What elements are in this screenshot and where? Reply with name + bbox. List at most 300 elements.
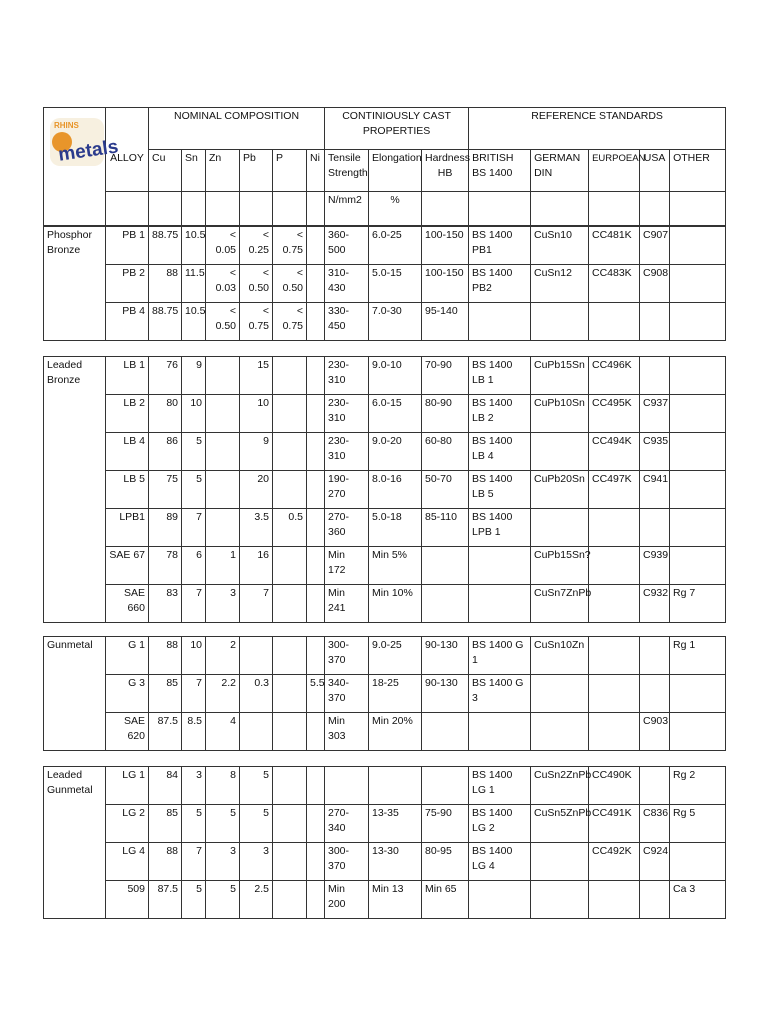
cell-ni — [307, 805, 325, 843]
table-row — [44, 357, 726, 395]
cell-british: BS 1400 LG 4 — [469, 843, 531, 881]
cell-sn: 10 — [182, 637, 206, 675]
cell-cu: 86 — [149, 433, 182, 471]
elongation-unit: % — [369, 192, 422, 226]
cell-alloy: LG 1 — [106, 767, 149, 805]
table-row — [44, 303, 726, 341]
cast-properties-header: CONTINIOUSLY CAST PROPERTIES — [325, 108, 469, 150]
reference-standards-header: REFERENCE STANDARDS — [469, 108, 726, 150]
cell-other — [670, 395, 726, 433]
cell-zn: 8 — [206, 767, 240, 805]
table-row — [44, 547, 726, 585]
table-row — [44, 637, 726, 675]
table-row — [44, 509, 726, 547]
cell-elong: Min 5% — [369, 547, 422, 585]
cell-alloy: LB 4 — [106, 433, 149, 471]
company-logo — [48, 114, 120, 166]
cell-other: Rg 1 — [670, 637, 726, 675]
cell-ni — [307, 303, 325, 341]
cell-european: CC495K — [589, 395, 640, 433]
group-name: Phosphor Bronze — [44, 227, 106, 341]
cell-elong: 8.0-16 — [369, 471, 422, 509]
cell-elong: Min 10% — [369, 585, 422, 623]
cell-zn: 1 — [206, 547, 240, 585]
cell-p: < 0.75 — [273, 227, 307, 265]
cell-alloy: LB 1 — [106, 357, 149, 395]
cell-elong: 9.0-25 — [369, 637, 422, 675]
cell-german: CuSn2ZnPb — [531, 767, 589, 805]
cell-sn: 9 — [182, 357, 206, 395]
col-p: P — [273, 150, 307, 192]
cell-other — [670, 227, 726, 265]
cell-alloy: SAE 620 — [106, 713, 149, 751]
cell-ni: 5.5 — [307, 675, 325, 713]
cell-german — [531, 713, 589, 751]
cell-british: BS 1400 PB1 — [469, 227, 531, 265]
cell-european: CC494K — [589, 433, 640, 471]
table-row — [44, 713, 726, 751]
cell-p — [273, 547, 307, 585]
cell-hard — [422, 767, 469, 805]
table-row — [44, 843, 726, 881]
cell-hard — [422, 547, 469, 585]
cell-alloy: PB 4 — [106, 303, 149, 341]
cell-usa — [640, 637, 670, 675]
cell-other: Rg 5 — [670, 805, 726, 843]
cell-alloy: LG 2 — [106, 805, 149, 843]
cell-sn: 7 — [182, 509, 206, 547]
nominal-composition-header: NOMINAL COMPOSITION — [149, 108, 325, 150]
cell-british: BS 1400 LB 4 — [469, 433, 531, 471]
cell-p — [273, 881, 307, 919]
cell-german — [531, 303, 589, 341]
cell-pb: 7 — [240, 585, 273, 623]
cell-tensile: 190-270 — [325, 471, 369, 509]
cell-ni — [307, 585, 325, 623]
cell-usa: C935 — [640, 433, 670, 471]
cell-zn: < 0.03 — [206, 265, 240, 303]
cell-german: CuSn10 — [531, 227, 589, 265]
cell-hard: 80-95 — [422, 843, 469, 881]
cell-alloy: LB 2 — [106, 395, 149, 433]
table-row — [44, 675, 726, 713]
cell-sn: 5 — [182, 881, 206, 919]
cell-hard — [422, 585, 469, 623]
cell-pb — [240, 713, 273, 751]
cell-hard: 60-80 — [422, 433, 469, 471]
cell-hard: 90-130 — [422, 675, 469, 713]
tensile-unit: N/mm2 — [325, 192, 369, 226]
cell-pb: 3 — [240, 843, 273, 881]
cell-german: CuPb15Sn — [531, 357, 589, 395]
group-name: Leaded Gunmetal — [44, 767, 106, 919]
cell-cu: 88.75 — [149, 303, 182, 341]
cell-european — [589, 881, 640, 919]
cell-british: BS 1400 G 1 — [469, 637, 531, 675]
cell-european: CC481K — [589, 227, 640, 265]
cell-cu: 78 — [149, 547, 182, 585]
cell-sn: 10 — [182, 395, 206, 433]
cell-cu: 88 — [149, 637, 182, 675]
cell-zn — [206, 509, 240, 547]
col-elongation: Elongation — [369, 150, 422, 192]
cell-cu: 83 — [149, 585, 182, 623]
cell-usa: C836 — [640, 805, 670, 843]
cell-pb: 16 — [240, 547, 273, 585]
group-table — [43, 356, 726, 623]
col-sn: Sn — [182, 150, 206, 192]
cell-hard — [422, 713, 469, 751]
table-row — [44, 227, 726, 265]
cell-british: BS 1400 LG 1 — [469, 767, 531, 805]
cell-british — [469, 713, 531, 751]
cell-zn: 3 — [206, 585, 240, 623]
cell-german — [531, 509, 589, 547]
cell-british — [469, 881, 531, 919]
table-row — [44, 767, 726, 805]
cell-usa: C903 — [640, 713, 670, 751]
cell-hard: 100-150 — [422, 227, 469, 265]
cell-usa — [640, 357, 670, 395]
cell-elong: 13-35 — [369, 805, 422, 843]
cell-tensile: Min 200 — [325, 881, 369, 919]
cell-cu: 87.5 — [149, 713, 182, 751]
cell-cu: 88 — [149, 843, 182, 881]
cell-pb: < 0.50 — [240, 265, 273, 303]
cell-european — [589, 675, 640, 713]
cell-ni — [307, 637, 325, 675]
col-alloy: ALLOY — [106, 150, 149, 192]
cell-german: CuPb20Sn — [531, 471, 589, 509]
cell-british — [469, 585, 531, 623]
cell-elong: 5.0-18 — [369, 509, 422, 547]
cell-p — [273, 713, 307, 751]
cell-sn: 10.5 — [182, 303, 206, 341]
cell-usa: C937 — [640, 395, 670, 433]
cell-alloy: LPB1 — [106, 509, 149, 547]
cell-tensile: 300-370 — [325, 843, 369, 881]
cell-german: CuSn5ZnPb — [531, 805, 589, 843]
cell-zn: < 0.50 — [206, 303, 240, 341]
group-name: Leaded Bronze — [44, 357, 106, 623]
table-row — [44, 805, 726, 843]
cell-ni — [307, 881, 325, 919]
cell-p: < 0.50 — [273, 265, 307, 303]
cell-european: CC491K — [589, 805, 640, 843]
cell-other — [670, 713, 726, 751]
cell-british: BS 1400 LB 2 — [469, 395, 531, 433]
cell-cu: 85 — [149, 675, 182, 713]
cell-other — [670, 303, 726, 341]
cell-ni — [307, 509, 325, 547]
cell-sn: 11.5 — [182, 265, 206, 303]
cell-sn: 7 — [182, 585, 206, 623]
cell-other — [670, 509, 726, 547]
cell-ni — [307, 471, 325, 509]
cell-zn — [206, 471, 240, 509]
cell-other — [670, 265, 726, 303]
cell-pb: 3.5 — [240, 509, 273, 547]
col-ni: Ni — [307, 150, 325, 192]
cell-cu: 80 — [149, 395, 182, 433]
cell-ni — [307, 713, 325, 751]
cell-sn: 5 — [182, 805, 206, 843]
cell-sn: 7 — [182, 675, 206, 713]
cell-pb — [240, 637, 273, 675]
col-german: GERMAN DIN — [531, 150, 589, 192]
cell-ni — [307, 767, 325, 805]
cell-alloy: PB 2 — [106, 265, 149, 303]
cell-ni — [307, 843, 325, 881]
cell-european: CC490K — [589, 767, 640, 805]
cell-pb: 15 — [240, 357, 273, 395]
cell-elong: 18-25 — [369, 675, 422, 713]
cell-zn: 2.2 — [206, 675, 240, 713]
group-table — [43, 766, 726, 919]
cell-usa: C939 — [640, 547, 670, 585]
cell-p — [273, 585, 307, 623]
cell-sn: 7 — [182, 843, 206, 881]
cell-sn: 5 — [182, 433, 206, 471]
cell-p — [273, 675, 307, 713]
cell-german — [531, 433, 589, 471]
cell-tensile: 230-310 — [325, 395, 369, 433]
cell-alloy: PB 1 — [106, 227, 149, 265]
cell-p — [273, 843, 307, 881]
cell-ni — [307, 433, 325, 471]
cell-pb: 2.5 — [240, 881, 273, 919]
cell-tensile — [325, 767, 369, 805]
cell-cu: 88 — [149, 265, 182, 303]
cell-british: BS 1400 LB 1 — [469, 357, 531, 395]
cell-german — [531, 881, 589, 919]
cell-elong: Min 20% — [369, 713, 422, 751]
cell-zn: 5 — [206, 881, 240, 919]
cell-european — [589, 713, 640, 751]
cell-elong: 7.0-30 — [369, 303, 422, 341]
cell-usa: C924 — [640, 843, 670, 881]
cell-hard: 50-70 — [422, 471, 469, 509]
col-cu: Cu — [149, 150, 182, 192]
cell-p — [273, 471, 307, 509]
cell-p — [273, 637, 307, 675]
cell-sn: 6 — [182, 547, 206, 585]
cell-cu: 75 — [149, 471, 182, 509]
cell-german: CuSn12 — [531, 265, 589, 303]
cell-zn: 4 — [206, 713, 240, 751]
table-row — [44, 265, 726, 303]
cell-other — [670, 675, 726, 713]
table-row — [44, 395, 726, 433]
cell-cu: 88.75 — [149, 227, 182, 265]
table-row — [44, 881, 726, 919]
cell-alloy: 509 — [106, 881, 149, 919]
cell-cu: 76 — [149, 357, 182, 395]
col-pb: Pb — [240, 150, 273, 192]
col-other: OTHER — [670, 150, 726, 192]
cell-hard: 70-90 — [422, 357, 469, 395]
cell-european: CC496K — [589, 357, 640, 395]
cell-tensile: 270-340 — [325, 805, 369, 843]
cell-european: CC492K — [589, 843, 640, 881]
cell-tensile: 310-430 — [325, 265, 369, 303]
cell-p — [273, 357, 307, 395]
cell-other — [670, 471, 726, 509]
cell-european — [589, 509, 640, 547]
cell-alloy: G 1 — [106, 637, 149, 675]
col-hardness: Hardness HB — [422, 150, 469, 192]
cell-european: CC497K — [589, 471, 640, 509]
cell-zn — [206, 357, 240, 395]
cell-usa: C907 — [640, 227, 670, 265]
cell-elong: 9.0-10 — [369, 357, 422, 395]
table-row — [44, 585, 726, 623]
cell-usa: C932 — [640, 585, 670, 623]
cell-cu: 85 — [149, 805, 182, 843]
cell-tensile: 270-360 — [325, 509, 369, 547]
cell-tensile: 230-310 — [325, 433, 369, 471]
cell-usa: C941 — [640, 471, 670, 509]
header-table — [43, 107, 726, 226]
cell-pb: 20 — [240, 471, 273, 509]
cell-p — [273, 433, 307, 471]
cell-german — [531, 843, 589, 881]
cell-british: BS 1400 PB2 — [469, 265, 531, 303]
cell-alloy: SAE 660 — [106, 585, 149, 623]
cell-zn: 2 — [206, 637, 240, 675]
group-table — [43, 636, 726, 751]
cell-british — [469, 547, 531, 585]
cell-other — [670, 547, 726, 585]
cell-german: CuPb15Sn? — [531, 547, 589, 585]
cell-british: BS 1400 LPB 1 — [469, 509, 531, 547]
cell-zn — [206, 433, 240, 471]
cell-european — [589, 303, 640, 341]
cell-usa: C908 — [640, 265, 670, 303]
cell-other — [670, 357, 726, 395]
cell-alloy: G 3 — [106, 675, 149, 713]
cell-usa — [640, 675, 670, 713]
cell-cu: 84 — [149, 767, 182, 805]
cell-european — [589, 637, 640, 675]
cell-elong — [369, 767, 422, 805]
cell-british: BS 1400 LG 2 — [469, 805, 531, 843]
col-european: EURPOEAN — [589, 150, 640, 192]
cell-hard: 100-150 — [422, 265, 469, 303]
logo-cell — [44, 108, 120, 226]
cell-alloy: SAE 67 — [106, 547, 149, 585]
cell-tensile: 360-500 — [325, 227, 369, 265]
group-name: Gunmetal — [44, 637, 106, 751]
cell-zn: 5 — [206, 805, 240, 843]
cell-usa — [640, 509, 670, 547]
cell-sn: 8.5 — [182, 713, 206, 751]
cell-ni — [307, 395, 325, 433]
col-tensile: Tensile Strength — [325, 150, 369, 192]
cell-zn — [206, 395, 240, 433]
cell-pb: 5 — [240, 767, 273, 805]
cell-elong: 6.0-25 — [369, 227, 422, 265]
cell-p — [273, 805, 307, 843]
cell-usa — [640, 303, 670, 341]
cell-usa — [640, 881, 670, 919]
col-zn: Zn — [206, 150, 240, 192]
cell-pb: 10 — [240, 395, 273, 433]
cell-ni — [307, 357, 325, 395]
cell-ni — [307, 547, 325, 585]
cell-elong: 9.0-20 — [369, 433, 422, 471]
table-row — [44, 471, 726, 509]
cell-cu: 89 — [149, 509, 182, 547]
group-table — [43, 226, 726, 341]
cell-other — [670, 433, 726, 471]
cell-p — [273, 395, 307, 433]
cell-hard: 80-90 — [422, 395, 469, 433]
cell-other — [670, 843, 726, 881]
cell-german — [531, 675, 589, 713]
cell-p — [273, 767, 307, 805]
cell-other: Rg 2 — [670, 767, 726, 805]
cell-elong: 5.0-15 — [369, 265, 422, 303]
cell-p: < 0.75 — [273, 303, 307, 341]
cell-cu: 87.5 — [149, 881, 182, 919]
cell-zn: < 0.05 — [206, 227, 240, 265]
cell-sn: 5 — [182, 471, 206, 509]
cell-zn: 3 — [206, 843, 240, 881]
cell-european — [589, 547, 640, 585]
cell-hard: 85-110 — [422, 509, 469, 547]
cell-tensile: Min 303 — [325, 713, 369, 751]
cell-ni — [307, 265, 325, 303]
table-row — [44, 433, 726, 471]
cell-other: Rg 7 — [670, 585, 726, 623]
cell-british: BS 1400 G 3 — [469, 675, 531, 713]
cell-pb: < 0.25 — [240, 227, 273, 265]
cell-european: CC483K — [589, 265, 640, 303]
logo-main-text: metals — [57, 136, 120, 166]
cell-tensile: 300-370 — [325, 637, 369, 675]
cell-sn: 3 — [182, 767, 206, 805]
cell-pb: 0.3 — [240, 675, 273, 713]
cell-p: 0.5 — [273, 509, 307, 547]
cell-elong: 13-30 — [369, 843, 422, 881]
cell-german: CuPb10Sn — [531, 395, 589, 433]
cell-other: Ca 3 — [670, 881, 726, 919]
cell-tensile: 230-310 — [325, 357, 369, 395]
cell-german: CuSn10Zn — [531, 637, 589, 675]
cell-elong: Min 13 — [369, 881, 422, 919]
cell-hard: Min 65 — [422, 881, 469, 919]
col-usa: USA — [640, 150, 670, 192]
cell-hard: 75-90 — [422, 805, 469, 843]
cell-pb: 5 — [240, 805, 273, 843]
cell-alloy: LG 4 — [106, 843, 149, 881]
cell-ni — [307, 227, 325, 265]
cell-british: BS 1400 LB 5 — [469, 471, 531, 509]
cell-tensile: Min 241 — [325, 585, 369, 623]
logo-top-text: RHINS — [54, 121, 79, 130]
cell-pb: < 0.75 — [240, 303, 273, 341]
cell-tensile: Min 172 — [325, 547, 369, 585]
cell-alloy: LB 5 — [106, 471, 149, 509]
cell-hard: 95-140 — [422, 303, 469, 341]
cell-british — [469, 303, 531, 341]
cell-hard: 90-130 — [422, 637, 469, 675]
cell-sn: 10.5 — [182, 227, 206, 265]
cell-elong: 6.0-15 — [369, 395, 422, 433]
cell-usa — [640, 767, 670, 805]
col-british: BRITISH BS 1400 — [469, 150, 531, 192]
